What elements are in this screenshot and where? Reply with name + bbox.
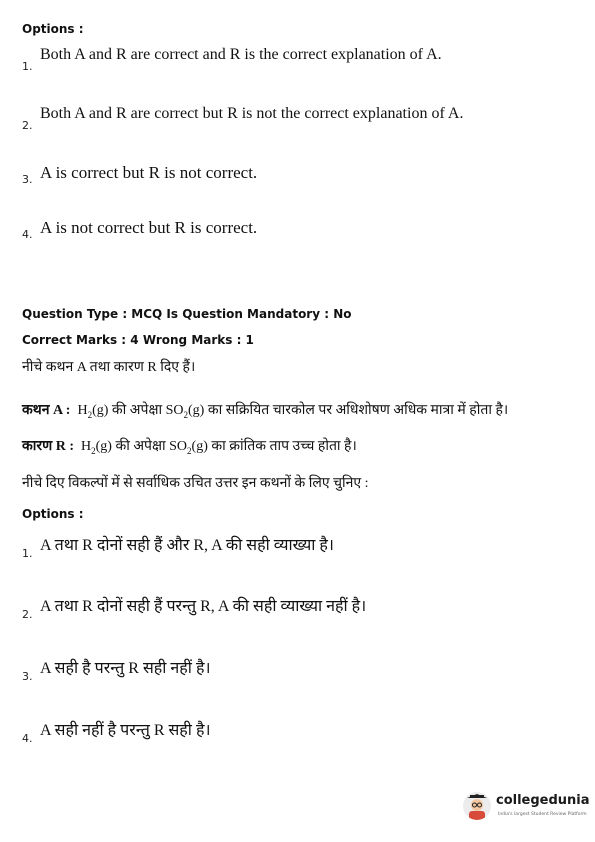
option-text: A तथा R दोनों सही हैं परन्तु R, A की सही व्याख्या नहीं है। [40,598,367,615]
option-3[interactable] [22,163,582,193]
mascot-icon [463,792,491,820]
option-2[interactable] [22,594,582,624]
reason-label: कारण R : [22,439,74,454]
option-text: A सही नहीं है परन्तु R सही है। [40,722,211,739]
assertion-text: (g) का सक्रियित चारकोल पर अधिशोषण अधिक मात्रा में होता है। [188,403,509,418]
reason-text: (g) का क्रांतिक ताप उच्च होता है। [191,439,357,454]
option-1[interactable] [22,533,582,563]
option-text: Both A and R are correct and R is the correct explanation of A. [40,46,442,63]
instruction: नीचे दिए विकल्पों में से सर्वाधिक उचित उत्तर इन कथनों के लिए चुनिए : [22,476,369,491]
option-number: 4. [22,228,33,241]
option-number: 2. [22,608,33,621]
reason-sub: 2 [187,445,192,456]
assertion [22,400,508,420]
assertion-label: कथन A : [22,403,71,418]
assertion-sub: 2 [87,409,93,420]
question-intro: नीचे कथन A तथा कारण R दिए हैं। [22,360,196,375]
question-type-line: Question Type : MCQ Is Question Mandatory : No [22,307,352,321]
options-label: Options : [22,507,84,521]
assertion-h: H [77,403,88,418]
option-number: 2. [22,119,33,132]
option-number: 3. [22,173,33,186]
option-1[interactable] [22,46,582,76]
option-number: 3. [22,670,33,683]
brand-tagline: India's largest Student Review Platform [498,812,587,817]
assertion-sub: 2 [183,409,189,420]
option-4[interactable] [22,718,582,748]
option-text: A is not correct but R is correct. [40,218,258,237]
option-number: 4. [22,732,33,745]
option-number: 1. [22,547,33,560]
marks-line: Correct Marks : 4 Wrong Marks : 1 [22,333,254,347]
option-4[interactable] [22,218,582,248]
brand-name: collegedunia [496,793,590,808]
options-label: Options : [22,22,84,36]
collegedunia-logo[interactable] [463,790,588,830]
option-number: 1. [22,60,33,73]
option-text: A सही है परन्तु R सही नहीं है। [40,660,211,677]
option-text: A तथा R दोनों सही हैं और R, A की सही व्याख्या है। [40,537,334,554]
option-text: A is correct but R is not correct. [40,163,258,182]
reason-mid: (g) की अपेक्षा SO [95,439,188,454]
reason-sub: 2 [91,445,96,456]
option-text: Both A and R are correct but R is not the correct explanation of A. [40,105,464,122]
option-2[interactable] [22,105,582,135]
reason [22,436,357,456]
reason-h: H [81,439,92,454]
assertion-mid: (g) की अपेक्षा SO [92,403,184,418]
option-3[interactable] [22,656,582,686]
